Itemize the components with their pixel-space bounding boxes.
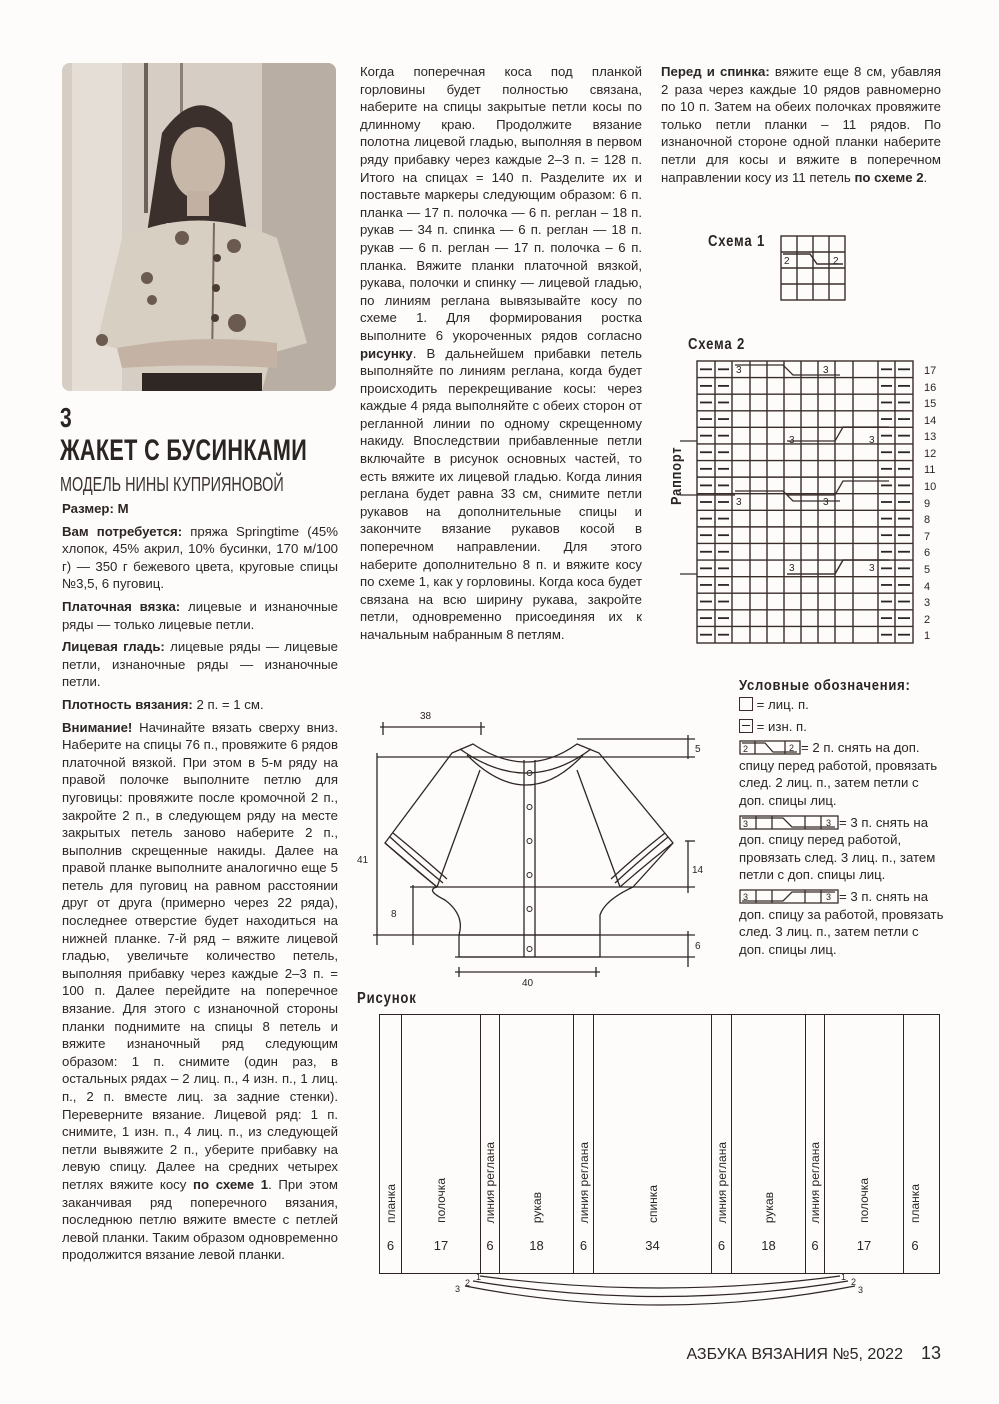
svg-text:3: 3: [823, 497, 829, 508]
svg-text:3: 3: [789, 435, 795, 446]
woman-in-cardigan-image: [62, 63, 336, 391]
figure-column: [904, 1015, 926, 1273]
garter-stitch-paragraph: Платочная вязка: лицевые и изнаночные ряды — только лицевые петли.: [62, 598, 338, 632]
gauge-paragraph: Плотность вязания: 2 п. = 1 см.: [62, 696, 264, 712]
knit-stitch-icon: [739, 697, 753, 711]
scheme-1-chart: [780, 235, 848, 303]
svg-text:1: 1: [476, 1272, 482, 1282]
scheme-2-row-numbers: [924, 363, 944, 645]
figure-column: [574, 1015, 594, 1273]
svg-text:3: 3: [789, 563, 795, 574]
legend-title: Условные обозначения:: [739, 678, 911, 694]
legend: [739, 696, 944, 958]
figure-column-label: рукав: [529, 1191, 544, 1223]
repeat-label: Раппорт: [668, 446, 685, 505]
figure-column-count: 17: [856, 1238, 872, 1253]
dim-bottom-width: 40: [522, 978, 534, 989]
row-number: 8: [924, 514, 931, 527]
row-number: 1: [924, 630, 931, 643]
figure-column-count: 6: [911, 1238, 919, 1253]
figure-column-count: 6: [386, 1238, 395, 1253]
figure-column-label: спинка: [645, 1184, 660, 1223]
svg-text:3: 3: [743, 891, 749, 902]
model-photo: [62, 63, 336, 391]
svg-text:2: 2: [743, 744, 749, 755]
article-number: 3: [60, 402, 72, 433]
legend-item-cable-3-front: 3 3 = 3 п. снять на доп. спицу перед работой, провязать след. 3 лиц. п., затем петли с доп. спицы лиц.: [739, 814, 936, 883]
row-number: 4: [924, 580, 931, 593]
figure-column-count: 34: [645, 1238, 660, 1253]
row-number: 3: [924, 597, 931, 610]
article-subtitle: МОДЕЛЬ НИНЫ КУПРИЯНОВОЙ: [60, 474, 284, 496]
cable-2-front-icon: [739, 740, 801, 755]
figure-column-label: полочка: [857, 1178, 871, 1223]
svg-text:3: 3: [826, 817, 832, 828]
dim-top-width: 38: [420, 711, 432, 722]
figure-column-label: планка: [908, 1184, 922, 1223]
svg-text:2: 2: [784, 256, 790, 267]
figure-column-label: планка: [383, 1184, 398, 1223]
figure-column: [594, 1015, 712, 1273]
page-number: 13: [920, 1343, 941, 1363]
svg-text:2: 2: [833, 256, 839, 267]
svg-text:3: 3: [823, 365, 829, 376]
row-number: 10: [924, 481, 937, 494]
garment-schematic: [355, 705, 725, 990]
figure-column-label: линия реглана: [808, 1141, 822, 1223]
purl-stitch-icon: [739, 719, 753, 733]
figure-column-label: полочка: [434, 1178, 448, 1223]
figure-column-count: 6: [717, 1238, 726, 1253]
scheme-2-title: Схема 2: [688, 336, 746, 353]
svg-text:3: 3: [736, 365, 742, 376]
svg-text:2: 2: [789, 743, 795, 754]
row-number: 7: [924, 530, 931, 543]
row-number: 6: [924, 547, 931, 560]
figure-column-count: 17: [433, 1238, 449, 1253]
legend-item-cable-2-front: 2 2 = 2 п. снять на доп. спицу перед работой, провязать след. 2 лиц. п., затем петли с доп. спицы лиц.: [739, 740, 938, 808]
dim-sleeve-height: 14: [692, 865, 704, 876]
row-number: 15: [924, 398, 937, 411]
figure-column-label: линия реглана: [714, 1141, 729, 1223]
row-number: 14: [924, 414, 937, 427]
figure-column-label: рукав: [761, 1191, 776, 1223]
cable-3-back-icon: [739, 889, 839, 904]
figure-title: Рисунок: [357, 990, 417, 1007]
front-back-paragraph: Перед и спинка: вяжите еще 8 см, убавляя 2 раза через каждые 10 рядов равномерно по 10 п. Затем на обеих полочках провяжите только петли планки – 11 рядов. По изнаночной стороне одной планки наберите петли для косы и вяжите в поперечном направлении косу из 11 петель по схеме 2.: [661, 64, 941, 185]
dim-band-height: 6: [695, 941, 701, 952]
short-rows-arcs: [450, 1272, 870, 1306]
svg-text:3: 3: [869, 563, 875, 574]
dim-total-height: 41: [357, 855, 369, 866]
magazine-name: АЗБУКА ВЯЗАНИЯ №5, 2022: [686, 1346, 903, 1363]
figure-column: [732, 1015, 806, 1273]
cable-3-front-icon: [739, 815, 839, 830]
svg-text:3: 3: [869, 435, 875, 446]
figure-column: [712, 1015, 732, 1273]
figure-column-count: 6: [579, 1238, 588, 1253]
svg-text:2: 2: [851, 1277, 857, 1287]
row-number: 11: [924, 464, 936, 477]
legend-item-cable-3-back: 3 3 = 3 п. снять на доп. спицу за работой, провязать след. 3 лиц. п., затем петли с доп. спицы лиц.: [739, 888, 944, 957]
figure-column: [825, 1015, 904, 1273]
figure-column-count: 18: [529, 1238, 544, 1253]
svg-text:2: 2: [465, 1278, 471, 1288]
figure-column-count: 6: [486, 1238, 494, 1253]
column-3-text: [661, 63, 941, 191]
row-number: 5: [924, 563, 931, 576]
figure-column: [481, 1015, 500, 1273]
figure-column-label: линия реглана: [483, 1141, 497, 1223]
figure-column-label: линия реглана: [576, 1141, 591, 1223]
svg-text:3: 3: [743, 818, 749, 829]
materials-paragraph: Вам потребуется: пряжа Springtime (45% хлопок, 45% акрил, 10% бусинки, 170 м/100 г) — 350 г бежевого цвета, круговые спицы №3,5, 6 пуговиц.: [62, 523, 338, 592]
row-number: 13: [924, 431, 937, 444]
stockinette-paragraph: Лицевая гладь: лицевые ряды — лицевые петли, изнаночные ряды — изнаночные петли.: [62, 639, 338, 690]
column-2-text: [360, 63, 642, 649]
figure-column-count: 6: [811, 1238, 819, 1253]
page-footer: [686, 1343, 941, 1364]
article-title: ЖАКЕТ С БУСИНКАМИ: [60, 434, 308, 467]
svg-text:3: 3: [455, 1284, 461, 1294]
figure-column-count: 18: [761, 1238, 776, 1253]
row-number: 17: [924, 365, 937, 377]
dim-body-height: 8: [391, 909, 397, 920]
figure-column: [380, 1015, 402, 1273]
row-number: 12: [924, 447, 937, 460]
column-1-text: [62, 500, 338, 1269]
figure-column: [500, 1015, 574, 1273]
row-number: 9: [924, 497, 931, 510]
attention-paragraph: Внимание! Начинайте вязать сверху вниз. Наберите на спицы 76 п., провяжите 6 рядов платочной вязкой. При этом в 5-м ряду на правой полочке выполните петлю для пуговицы: провяжите после кромочной 2 п., закройте 2 п., в следующем ряду на месте закрытых петель заново наберите 2 п., выполнив скрещенные накиды. Далее на правой планке выполните аналогично еще 5 петель для пуговиц на равном расстоянии друг от друга (примерно через 22 ряда), последнее отверстие будет находиться на нижней планке. 7-й ряд – вяжите лицевой гладью, увеличьте количество петель, выполняя прибавку через каждые 2–3 п. = 100 п. Далее перейдите на поперечное вязание. Для этого с изнаночной стороны планки поднимите на спицы 8 петель и вяжите изнаночный ряд следующим образом: 1 п. снимите (один раз, в остальных рядах – 2 лиц. п., 4 изн. п., 1 лиц. п., 2 п. вместе лиц. за задние стенки). Переверните вязание. Лицевой ряд: 1 п. снимите, 1 изн. п., 4 лиц. п., из следующей петли вывяжите 2 п., уберите прибавку на левую спицу. Далее на средних четырех петлях вяжите косу по схеме 1. При этом заканчивая ряд поперечного вязания, последнюю петлю вяжите вместе с петлей левой планки. Таким образом одновременно продолжится вязание левой планки.: [62, 719, 339, 1263]
svg-text:3: 3: [736, 497, 742, 508]
figure-column: [806, 1015, 825, 1273]
size-paragraph: Размер: M: [62, 501, 129, 516]
legend-item-knit: = лиц. п.: [739, 696, 944, 714]
row-number: 2: [924, 613, 931, 626]
scheme-1-title: Схема 1: [708, 233, 766, 250]
figure-column: [402, 1015, 481, 1273]
svg-text:1: 1: [841, 1272, 847, 1282]
svg-text:3: 3: [858, 1285, 864, 1295]
legend-item-purl: = изн. п.: [739, 718, 944, 736]
scheme-2-chart: [680, 359, 920, 646]
instructions-paragraph: Когда поперечная коса под планкой горловины будет полностью связана, наберите на спицы закрытые петли косы по длинному краю. Продолжите вязание полотна лицевой гладью, выполняя в первом ряду прибавку через каждые 2–3 п. = 128 п. Итого на спицах = 140 п. Разделите их и поставьте маркеры следующим образом: 6 п. планка — 17 п. полочка — 6 п. реглан – 18 п. рукав — 34 п. спинка — 6 п. реглан — 18 п. рукав — 6 п. реглан — 17 п. полочка – 6 п. планка. Вяжите планки платочной вязкой, рукава, полочки и спинку — лицевой гладью, по линиям реглана вывязывайте косу по схеме 1. Для формирования ростка выполните 6 укороченных рядов согласно рисунку. В дальнейшем прибавки петель выполняйте по линиям реглана, когда будет происходить перекрещивание косы: через каждые 4 ряда выполняйте с обеих сторон от регланной линии по одному скрещенному накиду. Впоследствии прибавленные петли включайте в рисунок основных частей, то есть вяжите их лицевой гладью. Когда линия реглана будет равна 33 см, снимите петли рукавов на дополнительные спицы и закончите вязание рукавов косой в поперечном направлении. Для этого наберите дополнительно 8 п. и вяжите косу по схеме 1, как у горловины. Когда коса будет связана на всю ширину рукава, закройте петли, одновременно присоединяя их к начальным набранным 8 петлям.: [360, 64, 642, 642]
dim-neck-height: 5: [695, 744, 701, 755]
row-number: 16: [924, 381, 937, 394]
svg-text:3: 3: [826, 891, 832, 902]
figure-columns: [379, 1014, 940, 1274]
